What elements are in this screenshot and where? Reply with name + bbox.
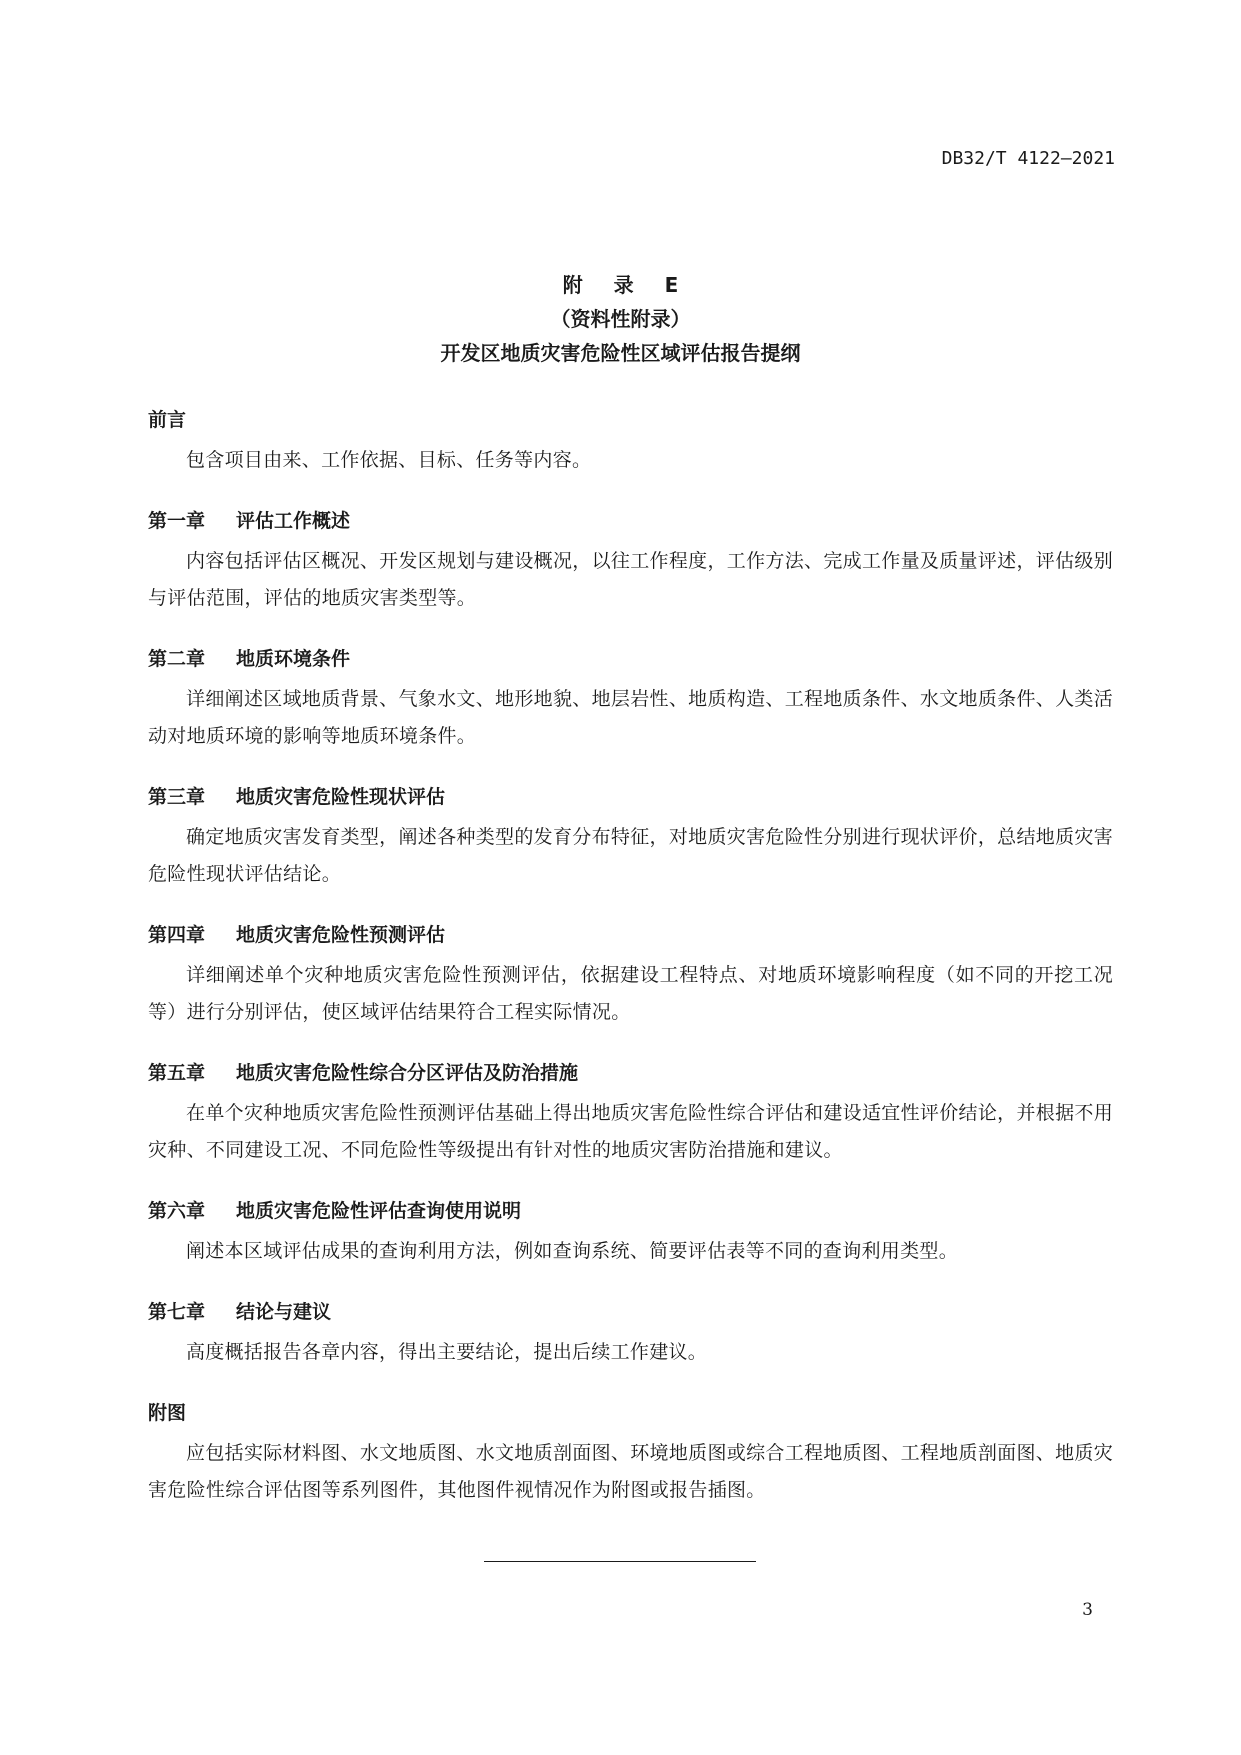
chapter-title: 地质灾害危险性预测评估 bbox=[236, 924, 446, 946]
document-code: DB32/T 4122—2021 bbox=[941, 148, 1115, 169]
section-heading bbox=[148, 1051, 1113, 1095]
chapter-label: 第六章 bbox=[148, 1200, 206, 1222]
chapter-title: 地质环境条件 bbox=[236, 648, 351, 670]
chapter-title: 地质灾害危险性综合分区评估及防治措施 bbox=[236, 1062, 579, 1084]
section-body: 高度概括报告各章内容，得出主要结论，提出后续工作建议。 bbox=[186, 1341, 708, 1363]
section-heading bbox=[148, 637, 1113, 681]
section-chapter-7 bbox=[148, 1290, 1113, 1371]
section-figures bbox=[148, 1391, 1113, 1509]
section-chapter-3 bbox=[148, 775, 1113, 893]
chapter-title: 地质灾害危险性评估查询使用说明 bbox=[236, 1200, 522, 1222]
section-chapter-4 bbox=[148, 913, 1113, 1031]
chapter-title: 结论与建议 bbox=[236, 1301, 332, 1323]
end-of-appendix-rule bbox=[484, 1561, 756, 1562]
section-chapter-6 bbox=[148, 1189, 1113, 1270]
section-heading bbox=[148, 775, 1113, 819]
section-chapter-5 bbox=[148, 1051, 1113, 1169]
section-chapter-1 bbox=[148, 499, 1113, 617]
section-preface bbox=[148, 398, 1113, 479]
section-heading bbox=[148, 913, 1113, 957]
section-heading bbox=[148, 1290, 1113, 1334]
section-heading bbox=[148, 499, 1113, 543]
chapter-title: 地质灾害危险性现状评估 bbox=[236, 786, 446, 808]
chapter-label: 第一章 bbox=[148, 510, 206, 532]
chapter-label: 附图 bbox=[148, 1402, 187, 1424]
appendix-title: 开发区地质灾害危险性区域评估报告提纲 bbox=[440, 341, 801, 365]
section-body: 在单个灾种地质灾害危险性预测评估基础上得出地质灾害危险性综合评估和建设适宜性评价结论，并根据不用灾种、不同建设工况、不同危险性等级提出有针对性的地质灾害防治措施和建议。 bbox=[148, 1102, 1113, 1161]
chapter-label: 第三章 bbox=[148, 786, 206, 808]
section-body: 详细阐述单个灾种地质灾害危险性预测评估，依据建设工程特点、对地质环境影响程度（如不同的开挖工况等）进行分别评估，使区域评估结果符合工程实际情况。 bbox=[148, 964, 1113, 1023]
section-body: 应包括实际材料图、水文地质图、水文地质剖面图、环境地质图或综合工程地质图、工程地质剖面图、地质灾害危险性综合评估图等系列图件，其他图件视情况作为附图或报告插图。 bbox=[148, 1442, 1113, 1501]
section-body: 包含项目由来、工作依据、目标、任务等内容。 bbox=[186, 449, 592, 471]
chapter-title: 评估工作概述 bbox=[236, 510, 351, 532]
section-heading bbox=[148, 1391, 1113, 1435]
appendix-type: （资料性附录） bbox=[550, 307, 691, 331]
section-body: 内容包括评估区概况、开发区规划与建设概况，以往工作程度，工作方法、完成工作量及质量评述，评估级别与评估范围，评估的地质灾害类型等。 bbox=[148, 550, 1113, 609]
section-heading bbox=[148, 1189, 1113, 1233]
section-body: 确定地质灾害发育类型，阐述各种类型的发育分布特征，对地质灾害危险性分别进行现状评价，总结地质灾害危险性现状评估结论。 bbox=[148, 826, 1113, 885]
chapter-label: 第七章 bbox=[148, 1301, 206, 1323]
appendix-heading bbox=[0, 268, 1241, 370]
section-body: 阐述本区域评估成果的查询利用方法，例如查询系统、简要评估表等不同的查询利用类型。 bbox=[186, 1240, 959, 1262]
outline-content bbox=[148, 398, 1113, 1529]
page-number: 3 bbox=[1082, 1600, 1093, 1620]
chapter-label: 前言 bbox=[148, 409, 187, 431]
chapter-label: 第五章 bbox=[148, 1062, 206, 1084]
appendix-label: 附 录 E bbox=[562, 273, 691, 297]
chapter-label: 第四章 bbox=[148, 924, 206, 946]
section-chapter-2 bbox=[148, 637, 1113, 755]
section-heading bbox=[148, 398, 1113, 442]
section-body: 详细阐述区域地质背景、气象水文、地形地貌、地层岩性、地质构造、工程地质条件、水文地质条件、人类活动对地质环境的影响等地质环境条件。 bbox=[148, 688, 1113, 747]
chapter-label: 第二章 bbox=[148, 648, 206, 670]
